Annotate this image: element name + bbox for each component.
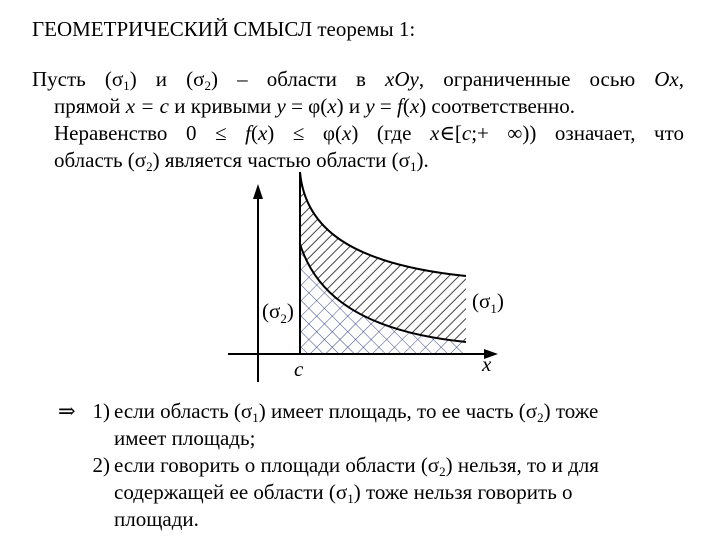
- statement-line-4: область $(\sigma_2)$ является частью области $(\sigma_1)$.: [54, 148, 429, 175]
- consequences-list: [58, 398, 678, 533]
- consequence-item-2: 2) если говорить о площади области $(\sigma_2)$ нельзя, то и для содержащей ее области $(\sigma_1)$ тоже нельзя говорить о площади.: [58, 452, 678, 533]
- statement-line-3: Неравенство 0 ≤ f(x) ≤ φ(x) (где x∈[c;+ ∞)) означает, что: [54, 121, 684, 145]
- consequence-item-1: ⇒ 1) если область $(\sigma_1)$ имеет площадь, то ее часть $(\sigma_2)$ тоже имеет площадь;: [58, 399, 599, 450]
- consequence-marker-1: ⇒ 1): [58, 399, 110, 423]
- consequence-marker-2: 2): [92, 453, 110, 477]
- sigma2-label: $(\sigma_2)$: [262, 299, 294, 326]
- sigma1-label: $(\sigma_1)$: [472, 289, 504, 316]
- implies-arrow: ⇒: [58, 399, 76, 423]
- slide-title: ГЕОМЕТРИЧЕСКИЙ СМЫСЛ теоремы 1:: [32, 17, 416, 41]
- region-diagram: [200, 168, 520, 388]
- statement-line-2: прямой x = c и кривыми y = φ(x) и y = f(x) соответственно.: [54, 94, 576, 118]
- x-axis-label: x: [482, 352, 492, 376]
- statement-paragraph: [32, 66, 684, 174]
- statement-line-1: Пусть $(\sigma_1)$ и $(\sigma_2)$ – области в xOy, ограниченные осью Ox,: [32, 67, 685, 94]
- c-label: c: [294, 357, 304, 381]
- y-axis-arrowhead: [253, 184, 263, 199]
- region-diagram-svg: [200, 168, 520, 383]
